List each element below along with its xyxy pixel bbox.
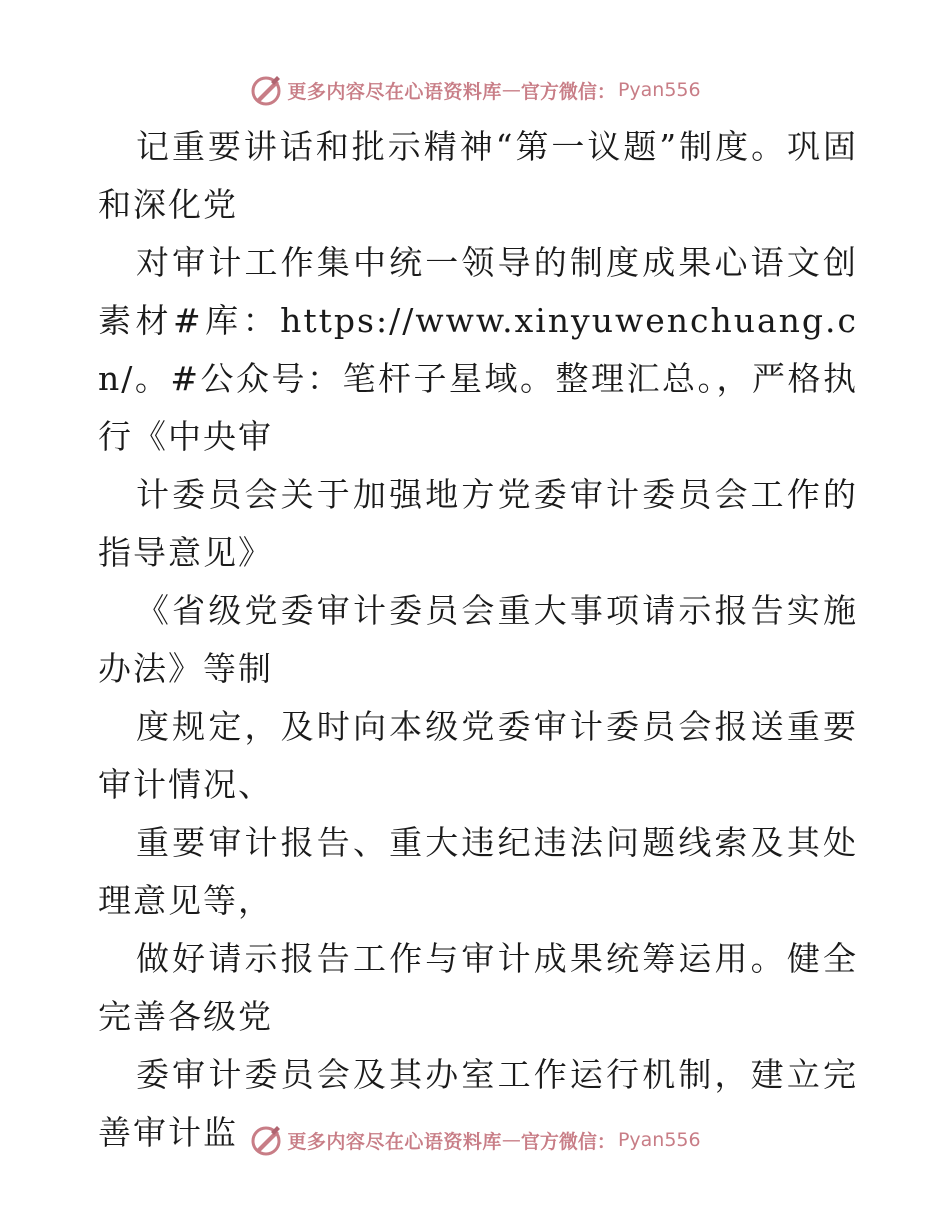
watermark-official-label: 官方微信：	[520, 1130, 616, 1153]
watermark-wechat-id: Pyan556	[617, 1129, 701, 1151]
quill-logo-icon	[249, 73, 283, 107]
watermark-separator: —	[501, 1129, 521, 1151]
watermark-separator: —	[501, 79, 521, 101]
paragraph: 计委员会关于加强地方党委审计委员会工作的指导意见》	[98, 475, 858, 572]
header-watermark	[0, 70, 950, 110]
watermark-wechat-id: Pyan556	[617, 79, 701, 101]
paragraph: 《省级党委审计委员会重大事项请示报告实施办法》等制	[98, 591, 858, 688]
paragraph: 对审计工作集中统一领导的制度成果心语文创素材#库：https://www.xinyuwenchuang.cn/。#公众号：笔杆子星域。整理汇总。，严格执行《中央审	[98, 243, 858, 456]
quill-logo-icon	[249, 1123, 283, 1157]
paragraph: 做好请示报告工作与审计成果统筹运用。健全完善各级党	[98, 939, 858, 1036]
footer-watermark	[0, 1120, 950, 1160]
paragraph: 度规定，及时向本级党委审计委员会报送重要审计情况、	[98, 707, 858, 804]
document-body	[98, 118, 858, 1162]
watermark-promo-text: 更多内容尽在心语资料库	[287, 80, 502, 103]
watermark-official-label: 官方微信：	[520, 80, 616, 103]
paragraph: 记重要讲话和批示精神“第一议题”制度。巩固和深化党	[98, 127, 858, 224]
paragraph: 重要审计报告、重大违纪违法问题线索及其处理意见等，	[98, 823, 858, 920]
paragraph: 委审计委员会及其办室工作运行机制，建立完善审计监	[98, 1055, 858, 1152]
watermark-promo-text: 更多内容尽在心语资料库	[287, 1130, 502, 1153]
